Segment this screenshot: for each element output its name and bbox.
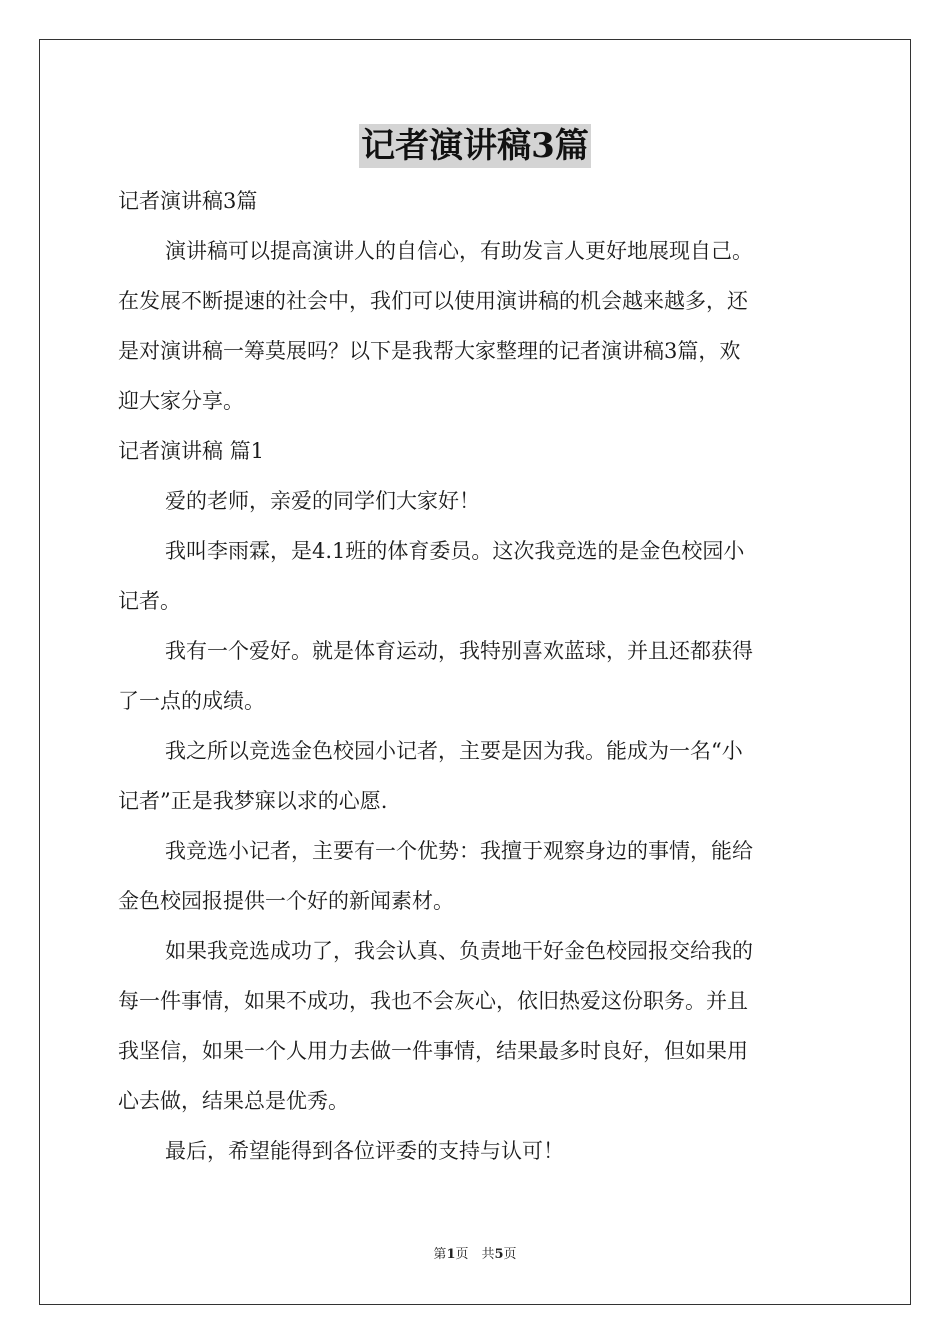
footer-page-prefix: 第 bbox=[433, 1247, 447, 1262]
text-line: 如果我竞选成功了，我会认真、负责地干好金色校园报交给我的 bbox=[165, 939, 753, 963]
text-line: 我之所以竞选金色校园小记者，主要是因为我。能成为一名“小 bbox=[165, 739, 743, 763]
title-container bbox=[0, 124, 950, 168]
footer-total-pages: 5 bbox=[494, 1247, 504, 1262]
text-line: 记者。 bbox=[118, 589, 181, 613]
text-line: 记者演讲稿 篇1 bbox=[118, 439, 265, 463]
text-line: 每一件事情，如果不成功，我也不会灰心，依旧热爱这份职务。并且 bbox=[118, 989, 748, 1013]
text-line: 了一点的成绩。 bbox=[118, 689, 265, 713]
text-line: 记者”正是我梦寐以求的心愿. bbox=[118, 789, 388, 813]
text-line: 在发展不断提速的社会中，我们可以使用演讲稿的机会越来越多，还 bbox=[118, 289, 748, 313]
document-body bbox=[118, 176, 838, 1176]
text-line: 最后，希望能得到各位评委的支持与认可！ bbox=[165, 1139, 564, 1163]
page-footer bbox=[0, 1243, 950, 1262]
text-line: 金色校园报提供一个好的新闻素材。 bbox=[118, 889, 454, 913]
document-title: 记者演讲稿3篇 bbox=[361, 126, 589, 166]
text-line: 演讲稿可以提高演讲人的自信心，有助发言人更好地展现自己。 bbox=[165, 239, 753, 263]
text-line: 心去做，结果总是优秀。 bbox=[118, 1089, 349, 1113]
text-line: 我坚信，如果一个人用力去做一件事情，结果最多时良好，但如果用 bbox=[118, 1039, 748, 1063]
text-line: 我叫李雨霖，是4.1班的体育委员。这次我竞选的是金色校园小 bbox=[165, 539, 745, 563]
text-line: 记者演讲稿3篇 bbox=[118, 189, 258, 213]
text-line: 我竞选小记者，主要有一个优势：我擅于观察身边的事情，能给 bbox=[165, 839, 753, 863]
footer-current-page: 1 bbox=[446, 1247, 456, 1262]
footer-page-mid: 页 共 bbox=[455, 1247, 495, 1262]
text-line: 是对演讲稿一筹莫展吗？以下是我帮大家整理的记者演讲稿3篇，欢 bbox=[118, 339, 741, 363]
text-line: 爱的老师，亲爱的同学们大家好！ bbox=[165, 489, 480, 513]
text-line: 迎大家分享。 bbox=[118, 389, 244, 413]
text-line: 我有一个爱好。就是体育运动，我特别喜欢蓝球，并且还都获得 bbox=[165, 639, 753, 663]
footer-page-suffix: 页 bbox=[503, 1247, 517, 1262]
